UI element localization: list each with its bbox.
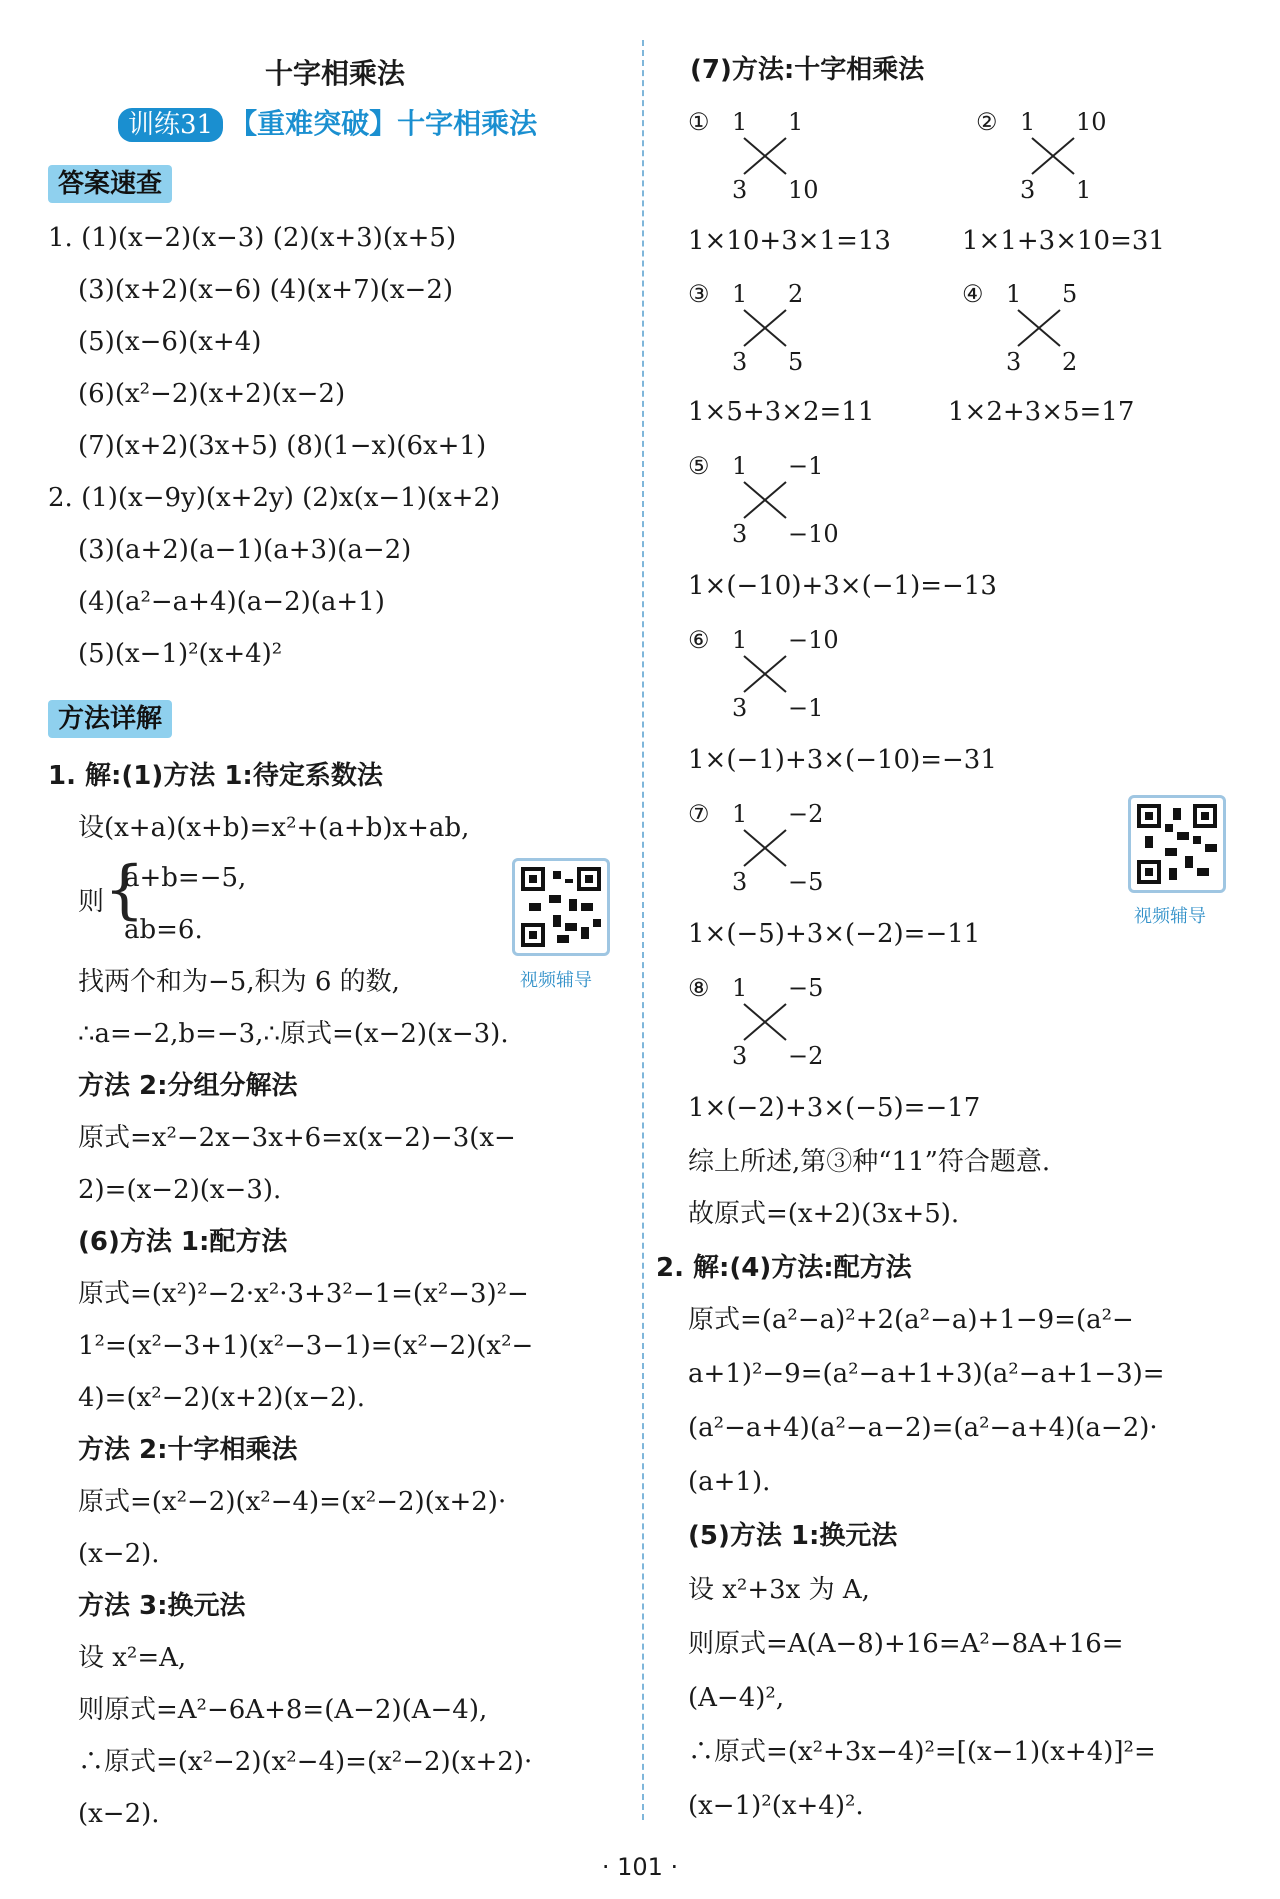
cross-top-left: 1 — [1006, 280, 1022, 308]
answer-q2-line: (3)(a+2)(a−1)(a+3)(a−2) — [78, 535, 412, 565]
calc-line: 1×(−5)+3×(−2)=−11 — [688, 919, 981, 949]
cross-bottom-left: 3 — [732, 176, 748, 204]
calc-line: 1×2+3×5=17 — [948, 397, 1135, 427]
cross-number-label: ④ — [962, 280, 984, 308]
subtitle-row — [118, 102, 537, 142]
cross-top-right: 10 — [1076, 108, 1107, 136]
cross-top-left: 1 — [732, 108, 748, 136]
cross-bottom-right: −5 — [788, 868, 824, 896]
cross-number-label: ② — [976, 108, 998, 136]
cross-lines — [740, 1000, 790, 1044]
solution-line: 原式=(x²−2)(x²−4)=(x²−2)(x+2)· — [78, 1487, 507, 1517]
cross-bottom-right: −2 — [788, 1042, 824, 1070]
cross-top-left: 1 — [1020, 108, 1036, 136]
system-brace: { — [104, 853, 145, 927]
qr-icon — [521, 867, 601, 947]
answer-q1-line: (7)(x+2)(3x+5) (8)(1−x)(6x+1) — [78, 431, 487, 461]
section-answer-header: 答案速查 — [48, 165, 172, 203]
cross-bottom-left: 3 — [732, 520, 748, 548]
cross-bottom-right: −1 — [788, 694, 824, 722]
solution-line: 设(x+a)(x+b)=x²+(a+b)x+ab, — [78, 813, 470, 843]
column-divider — [642, 40, 644, 1820]
cross-top-left: 1 — [732, 280, 748, 308]
solution-line: ∴a=−2,b=−3,∴原式=(x−2)(x−3). — [78, 1019, 509, 1049]
solution-line: ∴原式=(x²+3x−4)²=[(x−1)(x+4)]²= — [688, 1737, 1156, 1767]
method-heading: 方法 2:分组分解法 — [78, 1071, 298, 1101]
method-heading: 方法 2:十字相乘法 — [78, 1435, 298, 1465]
cross-lines — [740, 652, 790, 696]
cross-lines — [1028, 134, 1078, 178]
cross-bottom-right: 10 — [788, 176, 819, 204]
cross-bottom-left: 3 — [732, 694, 748, 722]
cross-top-right: 5 — [1062, 280, 1078, 308]
subtitle: 【重难突破】十字相乘法 — [229, 107, 538, 140]
cross-bottom-right: 2 — [1062, 348, 1078, 376]
training-badge: 训练31 — [118, 108, 223, 142]
answer-q2-line: 2. (1)(x−9y)(x+2y) (2)x(x−1)(x+2) — [48, 483, 501, 513]
solution-line: 设 x²=A, — [78, 1643, 187, 1673]
calc-line: 1×5+3×2=11 — [688, 397, 875, 427]
cross-top-left: 1 — [732, 626, 748, 654]
cross-lines — [1014, 306, 1064, 350]
cross-top-right: −2 — [788, 800, 824, 828]
solution-line: 则原式=A²−6A+8=(A−2)(A−4), — [78, 1695, 488, 1725]
solution-line: (x−2). — [78, 1799, 160, 1829]
page-title: 十字相乘法 — [265, 57, 406, 90]
solution-line: 4)=(x²−2)(x+2)(x−2). — [78, 1383, 365, 1413]
solution-line: (a²−a+4)(a²−a−2)=(a²−a+4)(a−2)· — [688, 1413, 1158, 1443]
solution-line: 设 x²+3x 为 A, — [688, 1575, 870, 1605]
cross-bottom-left: 3 — [1006, 348, 1022, 376]
qr-code-left[interactable] — [512, 858, 610, 956]
section-method-header: 方法详解 — [48, 700, 172, 738]
method-heading: 方法 3:换元法 — [78, 1591, 246, 1621]
solution-line: a+1)²−9=(a²−a+1+3)(a²−a+1−3)= — [688, 1359, 1165, 1389]
solution-line: 1²=(x²−3+1)(x²−3−1)=(x²−2)(x²− — [78, 1331, 534, 1361]
cross-top-right: 2 — [788, 280, 804, 308]
solution-line: (A−4)², — [688, 1683, 785, 1713]
cross-number-label: ⑤ — [688, 452, 710, 480]
cross-top-right: −5 — [788, 974, 824, 1002]
solution-line: 原式=x²−2x−3x+6=x(x−2)−3(x− — [78, 1123, 516, 1153]
solution-line: (x−2). — [78, 1539, 160, 1569]
page-number: · 101 · — [601, 1853, 679, 1881]
solution-line: 综上所述,第③种“11”符合题意. — [688, 1147, 1051, 1177]
solution-line: ∴原式=(x²−2)(x²−4)=(x²−2)(x+2)· — [78, 1747, 533, 1777]
cross-bottom-left: 3 — [732, 1042, 748, 1070]
cross-bottom-right: 5 — [788, 348, 804, 376]
answer-q1-line: 1. (1)(x−2)(x−3) (2)(x+3)(x+5) — [48, 223, 457, 253]
calc-line: 1×(−1)+3×(−10)=−31 — [688, 745, 997, 775]
cross-lines — [740, 478, 790, 522]
solution-line: 故原式=(x+2)(3x+5). — [688, 1199, 960, 1229]
cross-bottom-left: 3 — [732, 348, 748, 376]
cross-number-label: ⑦ — [688, 800, 710, 828]
cross-top-right: 1 — [788, 108, 804, 136]
cross-lines — [740, 134, 790, 178]
cross-number-label: ③ — [688, 280, 710, 308]
solution-line: 则 — [78, 887, 105, 917]
qr-label: 视频辅导 — [1134, 906, 1206, 927]
qr-label: 视频辅导 — [520, 970, 592, 991]
qr-code-right[interactable] — [1128, 795, 1226, 893]
cross-number-label: ① — [688, 108, 710, 136]
cross-top-left: 1 — [732, 974, 748, 1002]
solution1-heading: 1. 解:(1)方法 1:待定系数法 — [48, 761, 383, 791]
cross-top-right: −10 — [788, 626, 839, 654]
method-heading: (5)方法 1:换元法 — [688, 1521, 898, 1551]
qr-icon — [1137, 804, 1217, 884]
answer-q1-line: (6)(x²−2)(x+2)(x−2) — [78, 379, 346, 409]
cross-bottom-left: 3 — [1020, 176, 1036, 204]
calc-line: 1×(−2)+3×(−5)=−17 — [688, 1093, 981, 1123]
cross-bottom-right: 1 — [1076, 176, 1092, 204]
solution-line: 原式=(x²)²−2·x²·3+3²−1=(x²−3)²− — [78, 1279, 529, 1309]
calc-line: 1×1+3×10=31 — [962, 226, 1165, 256]
answer-q1-line: (3)(x+2)(x−6) (4)(x+7)(x−2) — [78, 275, 454, 305]
answer-q2-line: (4)(a²−a+4)(a−2)(a+1) — [78, 587, 385, 617]
system-eq: ab=6. — [124, 915, 203, 945]
cross-top-left: 1 — [732, 452, 748, 480]
method-heading: (6)方法 1:配方法 — [78, 1227, 288, 1257]
solution-line: 找两个和为−5,积为 6 的数, — [78, 967, 400, 997]
solution-line: 原式=(a²−a)²+2(a²−a)+1−9=(a²− — [688, 1305, 1134, 1335]
method-heading: (7)方法:十字相乘法 — [690, 55, 925, 85]
answer-q2-line: (5)(x−1)²(x+4)² — [78, 639, 283, 669]
answer-q1-line: (5)(x−6)(x+4) — [78, 327, 262, 357]
calc-line: 1×(−10)+3×(−1)=−13 — [688, 571, 997, 601]
system-eq: a+b=−5, — [124, 863, 247, 893]
cross-lines — [740, 306, 790, 350]
solution2-heading: 2. 解:(4)方法:配方法 — [656, 1253, 912, 1283]
solution-line: 则原式=A(A−8)+16=A²−8A+16= — [688, 1629, 1124, 1659]
cross-top-left: 1 — [732, 800, 748, 828]
solution-line: (a+1). — [688, 1467, 771, 1497]
solution-line: 2)=(x−2)(x−3). — [78, 1175, 282, 1205]
cross-bottom-left: 3 — [732, 868, 748, 896]
cross-bottom-right: −10 — [788, 520, 839, 548]
cross-number-label: ⑧ — [688, 974, 710, 1002]
cross-number-label: ⑥ — [688, 626, 710, 654]
solution-line: (x−1)²(x+4)². — [688, 1791, 864, 1821]
cross-top-right: −1 — [788, 452, 824, 480]
cross-lines — [740, 826, 790, 870]
calc-line: 1×10+3×1=13 — [688, 226, 891, 256]
